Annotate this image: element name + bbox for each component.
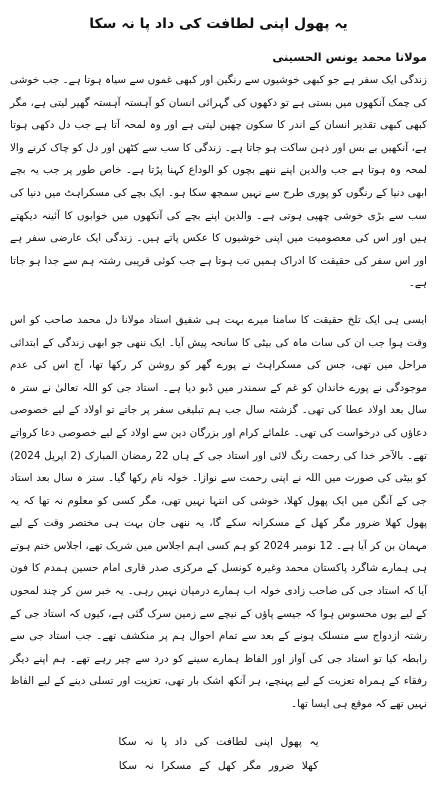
verse-line-2: کھلا ضرور مگر کھل کے مسکرا نہ سکا — [118, 758, 319, 772]
article-paragraph-2: ایسی ہی ایک تلخ حقیقت کا سامنا میرے بہت ہی شفیق استاد مولانا دل محمد صاحب کو اس وقت ہوا جب ان کی سات ماہ کی بیٹی کا سانحہ پیش آیا۔ ایک ننھی جو ابھی زندگی کے ابتدائی مراحل میں تھی، جس کی مسکراہٹ نے پورے گھر کو روشن کر رکھا تھا، آج اس کی عدم موجودگی نے پورے خاندان کو غم کے سمندر میں ڈبو دیا ہے۔ استاد جی کو اللہ تعالیٰ نے ستر ہ سال بعد اولاد عطا کی تھی۔ گزشتہ سال جب ہم تبلیغی سفر پر جاتے تو اولاد کے لیے خصوصی دعاؤں کی درخواست کی تھی۔ علمائے کرام اور بزرگان دین سے اولاد کے لیے خصوصی دعا کرواتے تھے۔ بالآخر خدا کی رحمت رنگ لائی اور استاد جی کے ہاں 22 رمضان المبارک (2 اپریل 2024) کو بیٹی کی صورت میں اللہ نے اپنی رحمت سے نوازا۔ خولہ نام رکھا گیا۔ ستر ہ سال بعد استاد جی کے آنگن میں ایک پھول کھلا، خوشی کی انتہا نہیں تھی، مگر کسی کو معلوم نہ تھا کہ یہ پھول کھلا ضرور مگر کھل کے مسکرانہ سکے گا، یہ ننھی جان بہت ہی مختصر وقت کے لیے مہمان بن کر آیا ہے۔ 12 نومبر 2024 کو ہم کسی اہم اجلاس میں شریک تھے، اجلاس ختم ہوتے ہی ہمارے شاگرد پاکستان محمد وغیرہ کونسل کے مرکزی صدر قاری امام حسین ہمدم کا فون آیا کہ استاد جی کی صاحب زادی خولہ اب ہمارے درمیان نہیں رہی۔ یہ خبر سن کر چند لمحوں کے لیے یوں محسوس ہوا کہ جیسے پاؤں کے نیچے سے زمین سرک گئی ہے، کیوں کہ استاد جی کے رشتہ ازدواج سے منسلک ہونے کے بعد سے تمام احوال ہم پر منکشف تھے۔ جب استاد جی سے رابطہ کیا تو استاد جی کی آواز اور الفاظ ہمارے سینے کو درد سے چیر رہے تھے۔ ہم اپنے دیگر رفقاء کے ہمراہ تعزیت کے لیے پہنچے، ہر آنکھ اشک بار تھی، تعزیت اور تسلی دینے کے لیے الفاظ نہیں تھے کہ موقع ہی ایسا تھا۔ — [10, 313, 427, 711]
article-title: یہ پھول اپنی لطافت کی داد پا نہ سکا — [89, 16, 348, 32]
author-name: مولانا محمد یونس الحسینی — [272, 50, 427, 64]
verse-line-1: یہ پھول اپنی لطافت کی داد پا نہ سکا — [118, 734, 319, 748]
closing-verse — [10, 730, 427, 778]
article-paragraph-1: زندگی ایک سفر ہے جو کبھی خوشیوں سے رنگین اور کبھی غموں سے سیاہ ہوتا ہے۔ جب خوشی کی چمک آنکھوں میں بستی ہے تو دکھوں کی گہرائی انسان کو آہستہ آہستہ گھیر لیتی ہے، مگر کبھی کبھی تقدیر انسان کے اندر کا سکون چھین لیتی ہے اور وہ لمحہ آتا ہے جب دل دکھی ہوتا ہے، آنکھیں بے بس اور ذہن ساکت ہو جاتا ہے۔ زندگی کا سب سے کٹھن اور دل کو چاک کرنے والا لمحہ وہ ہوتا ہے جب والدین اپنے ننھے بچوں کو الوداع کہنا پڑتا ہے۔ خاص طور پر جب یہ بچے ابھی دنیا کے رنگوں کو پوری طرح سے نہیں سمجھ سکا ہو۔ ایک بچے کی مسکراہٹ میں دنیا کی سب سے بڑی خوشی چھپی ہوتی ہے۔ والدین اپنے بچے کی آنکھوں میں خوابوں کا آئینہ دیکھتے ہیں اور اس کی معصومیت میں اپنی خوشیوں کا عکس پاتے ہیں۔ زندگی ایک عارضی سفر ہے اور اس سفر کی حقیقت کا ادراک ہمیں تب ہوتا ہے جب کوئی قریبی رشتہ ہم سے جدا ہو جاتا ہے۔ — [10, 74, 427, 290]
